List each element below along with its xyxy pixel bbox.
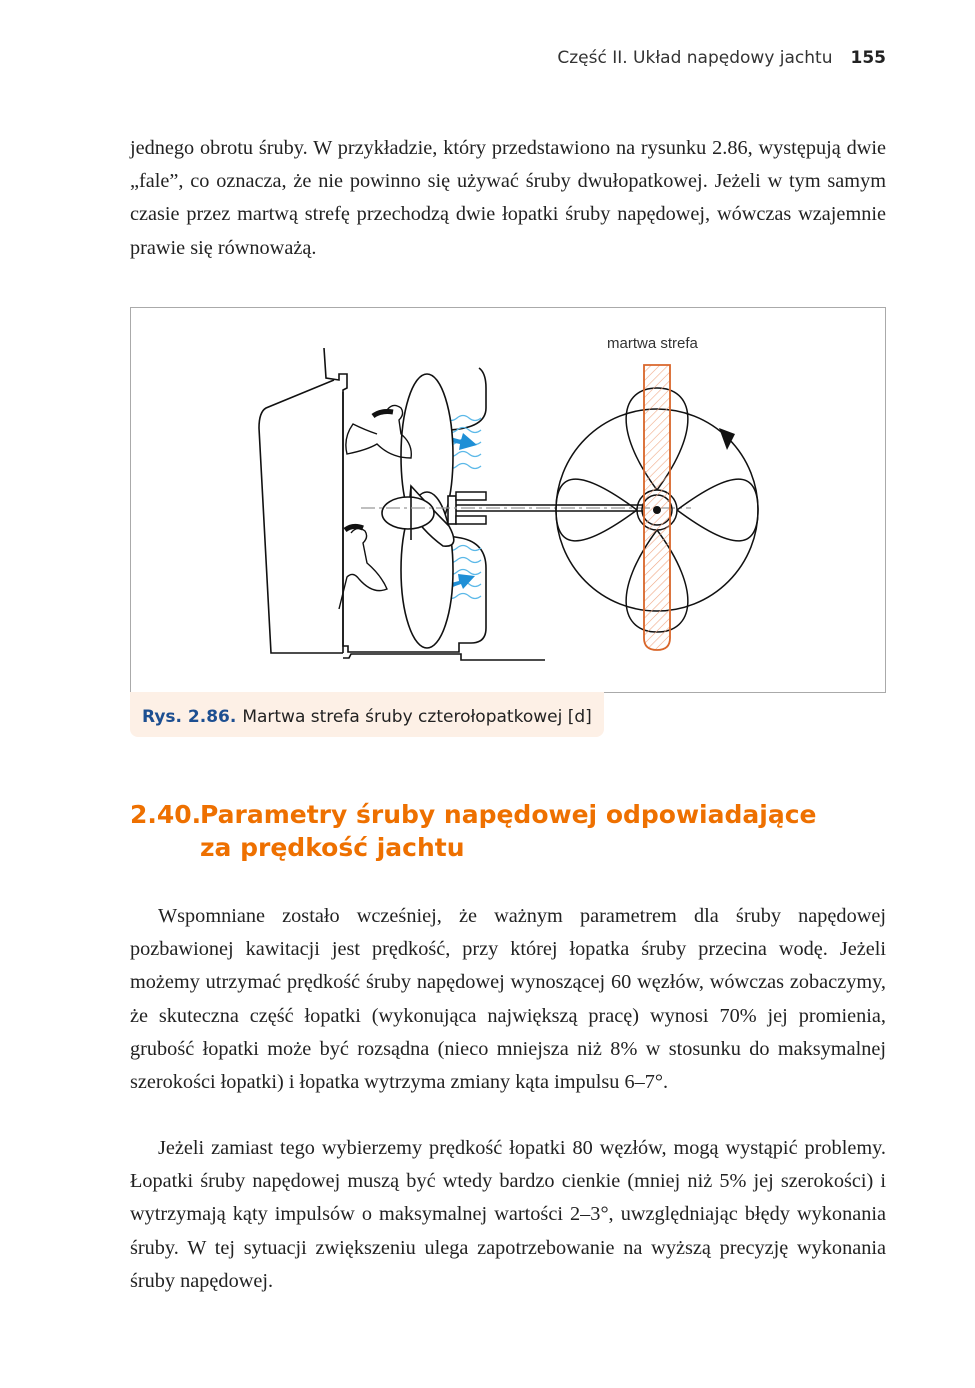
page-number: 155 bbox=[850, 48, 886, 68]
running-title: Część II. Układ napędowy jachtu bbox=[557, 48, 833, 68]
figure-dead-zone bbox=[130, 307, 886, 693]
figure-caption bbox=[130, 692, 604, 737]
section-number: 2.40. bbox=[130, 800, 202, 829]
paragraph-intro: jednego obrotu śruby. W przykładzie, który przedstawiono na rysunku 2.86, występują dwie „fale”, co oznacza, że nie powinno się używać śruby dwułopatkowej. Jeżeli w tym samym czasie przez martwą strefę przechodzą dwie łopatki śruby napędowej, wówczas wzajemnie prawie się równoważą. bbox=[130, 137, 886, 259]
hub-center-icon bbox=[653, 506, 661, 514]
section-heading bbox=[130, 798, 816, 864]
figure-caption-text: Martwa strefa śruby czterołopatkowej [d] bbox=[242, 707, 592, 727]
section-title-line1: Parametry śruby napędowej odpowiadające bbox=[200, 800, 817, 829]
propeller-diagram bbox=[131, 308, 885, 692]
running-header bbox=[557, 48, 886, 68]
rotation-arrow-icon bbox=[719, 428, 735, 450]
dead-zone-label: martwa strefa bbox=[607, 335, 698, 352]
figure-number: Rys. 2.86. bbox=[142, 707, 237, 727]
paragraph-blade-speed-80: Jeżeli zamiast tego wybierzemy prędkość łopatki 80 węzłów, mogą wystąpić problemy. Łopatki śruby napędowej muszą być wtedy bardzo cienkie (mniej niż 5% jej szerokości) i wytrzymają kąty impulsów o maksymalnej wartości 2–3°, uwzględniając błędy wykonania śruby. W tej sytuacji zwiększeniu ulega zapotrzebowanie na wyższą precyzję wykonania śruby napędowej. bbox=[130, 1137, 886, 1292]
section-title-line2: za prędkość jachtu bbox=[200, 833, 465, 862]
propeller-side-icon bbox=[382, 374, 456, 648]
paragraph-blade-speed-60: Wspomniane zostało wcześniej, że ważnym parametrem dla śruby napędowej pozbawionej kawitacji jest prędkość, przy której łopatka śruby przecina wodę. Jeżeli możemy utrzymać prędkość śruby napędowej wynoszącej 60 węzłów, wówczas zobaczymy, że skuteczna część łopatki (wykonująca największą pracę) wynosi 70% jej promienia, grubość łopatki może być rozsądna (nieco mniejsza niż 8% w stosunku do maksymalnej szerokości łopatki) i łopatka wytrzyma zmiany kąta impulsu 6–7°. bbox=[130, 905, 886, 1094]
